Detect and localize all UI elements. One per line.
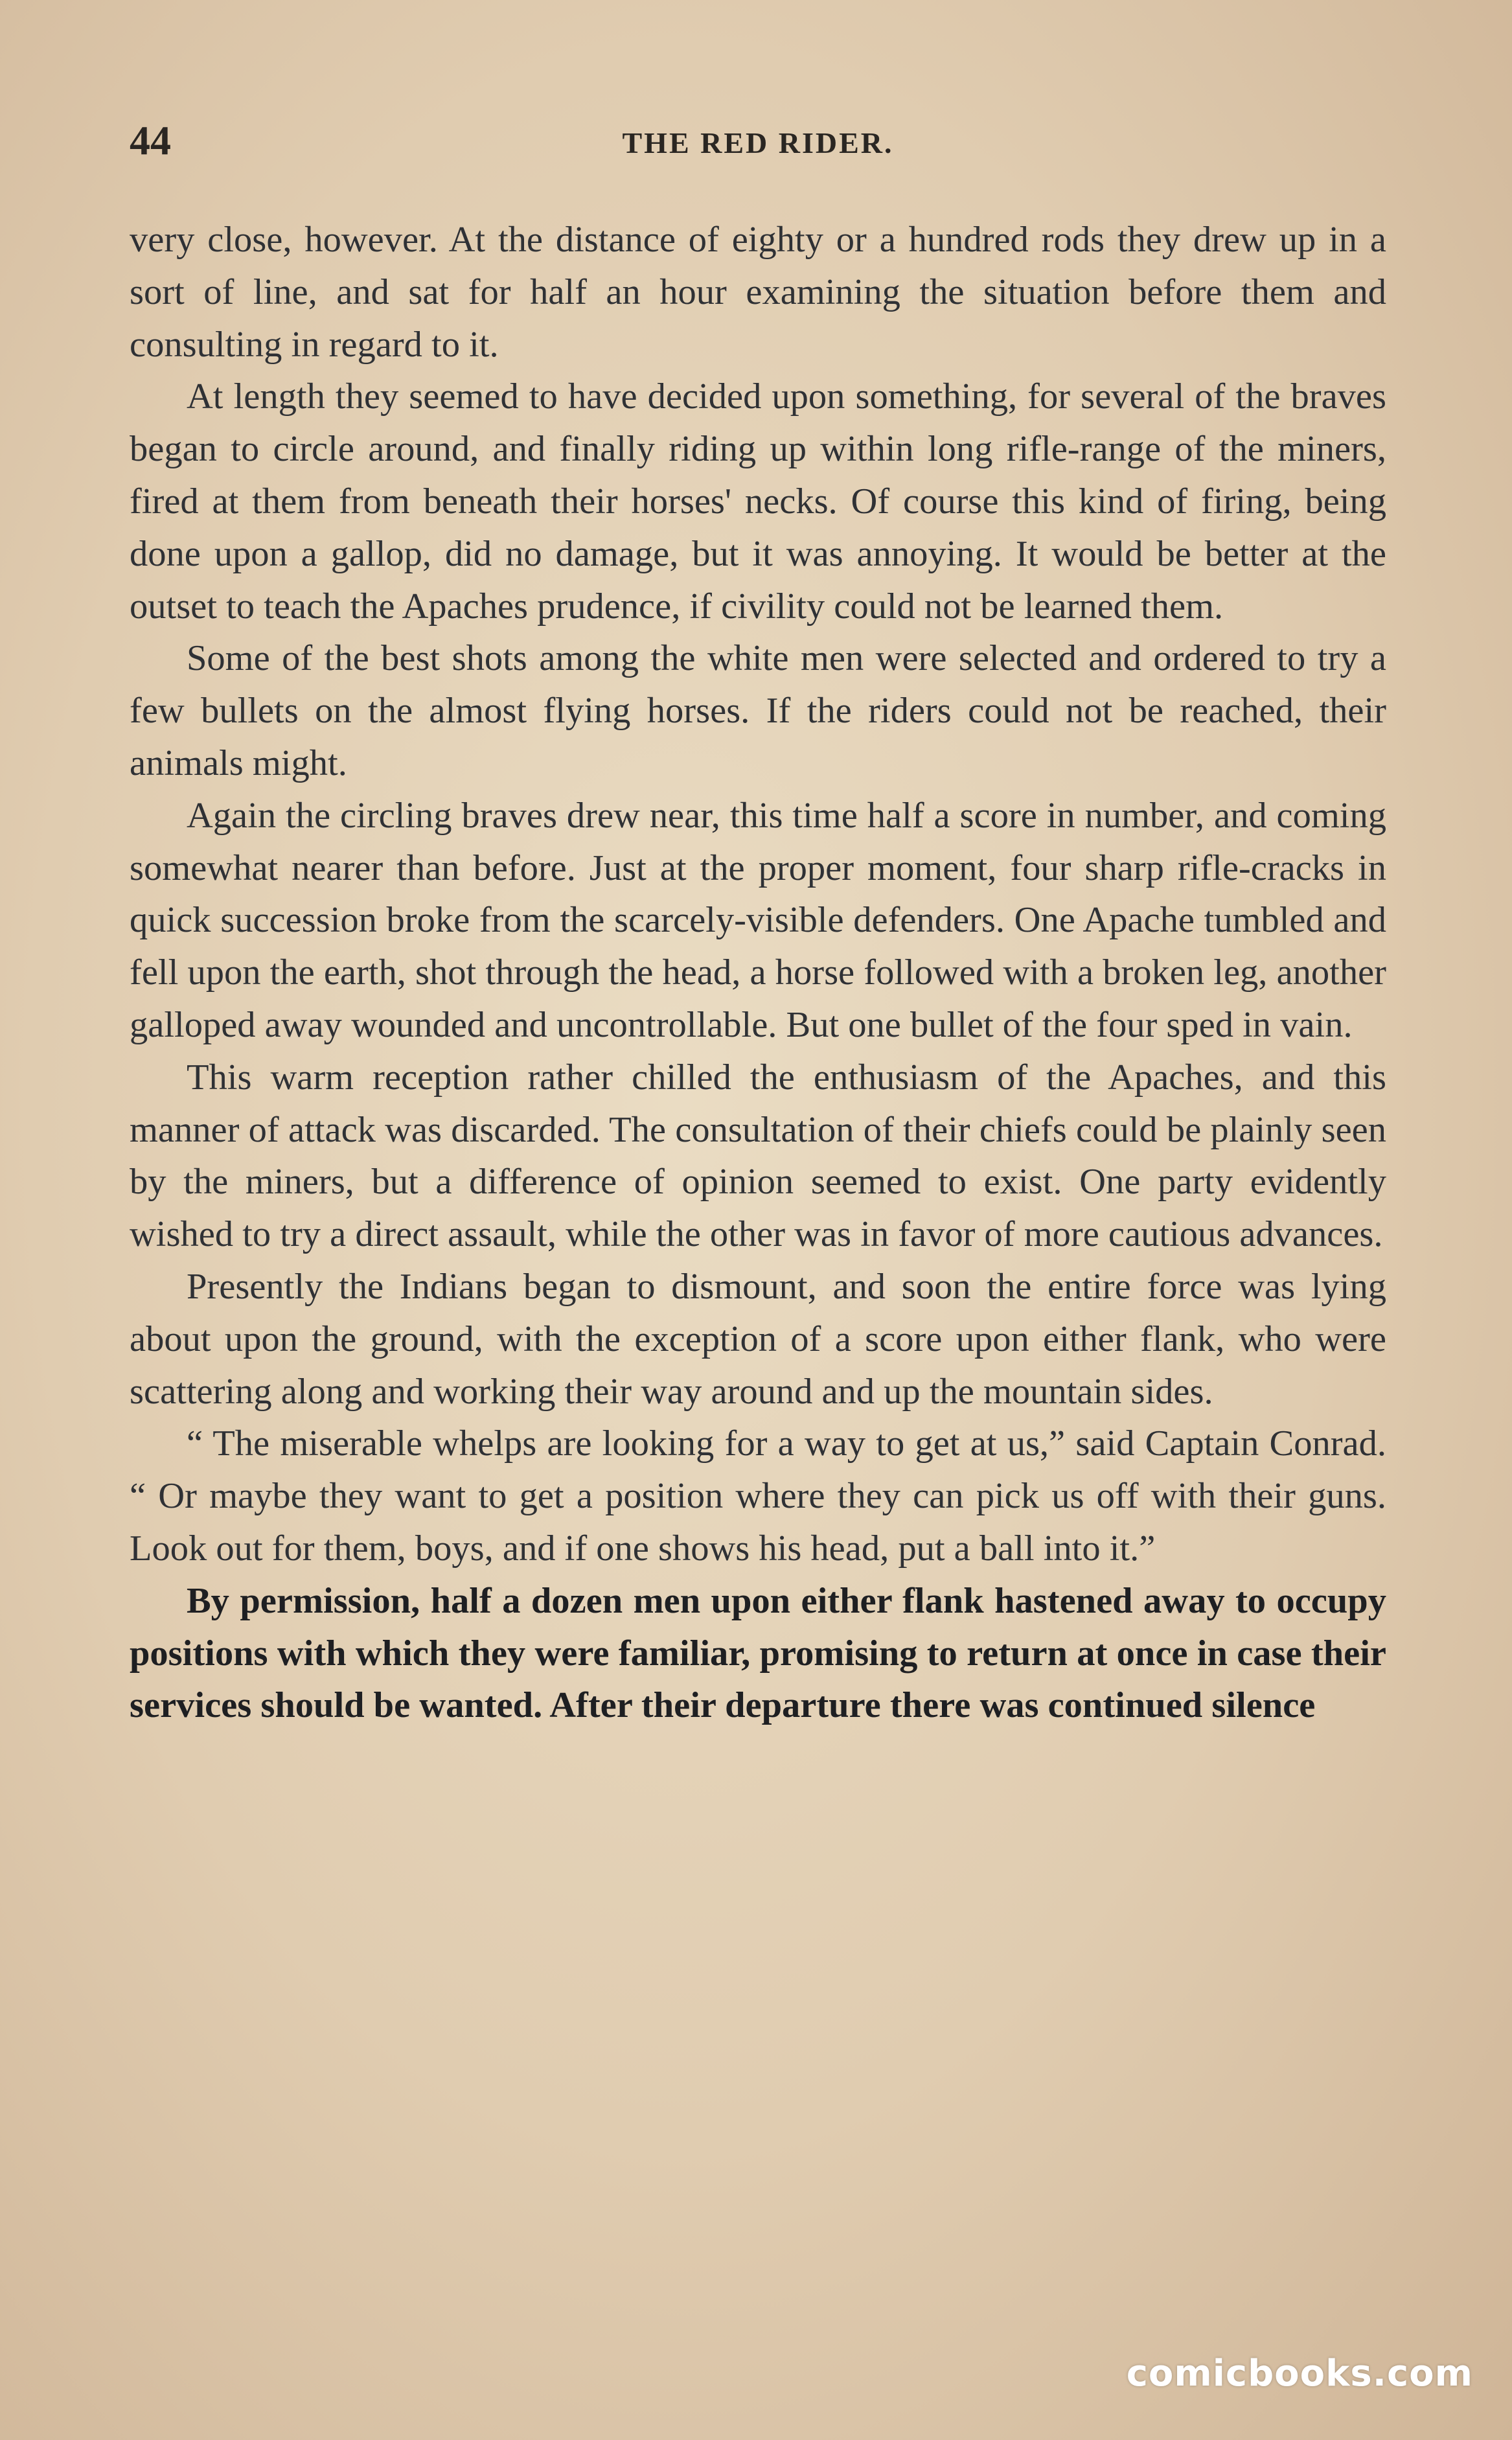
paragraph: This warm reception rather chilled the enthusiasm of the Apaches, and this manner of attack was discarded. The consultation of their chiefs could be plainly seen by the miners, but a difference of opinion seemed to exist. One party evidently wished to try a direct assault, while the other was in favor of more cautious advances. xyxy=(130,1057,1386,1255)
paragraph: At length they seemed to have decided upon something, for several of the braves began to circle around, and finally riding up within long rifle-range of the miners, fired at them from beneath their horses' necks. Of course this kind of firing, being done upon a gallop, did no damage, but it was annoying. It would be better at the outset to teach the Apaches prudence, if civility could not be learned them. xyxy=(130,376,1386,627)
paragraph: Again the circling braves drew near, this time half a score in number, and coming somewhat nearer than before. Just at the proper moment, four sharp rifle-cracks in quick succession broke from the scarcely-visible defenders. One Apache tumbled and fell upon the earth, shot through the head, a horse followed with a broken leg, another galloped away wounded and uncontrollable. But one bullet of the four sped in vain. xyxy=(130,795,1386,1045)
paragraph: very close, however. At the distance of eighty or a hundred rods they drew up in a sort of line, and sat for half an hour examining the situation before them and consulting in regard to it. xyxy=(130,220,1386,365)
running-head: THE RED RIDER. xyxy=(622,126,894,159)
paragraph: Some of the best shots among the white men were selected and ordered to try a few bullets on the almost flying horses. If the riders could not be reached, their animals might. xyxy=(130,638,1386,783)
paragraph: “ The miserable whelps are looking for a way to get at us,” said Captain Conrad. “ Or maybe they want to get a position where they can pick us off with their guns. Look out for them, boys, and if one shows his head, put a ball into it.” xyxy=(130,1423,1386,1569)
page-header xyxy=(130,117,1386,168)
paragraph: Presently the Indians began to dismount, and soon the entire force was lying about upon the ground, with the exception of a score upon either flank, who were scattering along and working their way around and up the mountain sides. xyxy=(130,1266,1386,1412)
body-text xyxy=(130,214,1386,1732)
page-number: 44 xyxy=(130,117,171,163)
paragraph: By permission, half a dozen men upon either flank hastened away to occupy positions with which they were familiar, promising to return at once in case their services should be wanted. After their departure there was continued silence xyxy=(130,1580,1386,1726)
watermark: comicbooks.com xyxy=(1126,2353,1473,2395)
